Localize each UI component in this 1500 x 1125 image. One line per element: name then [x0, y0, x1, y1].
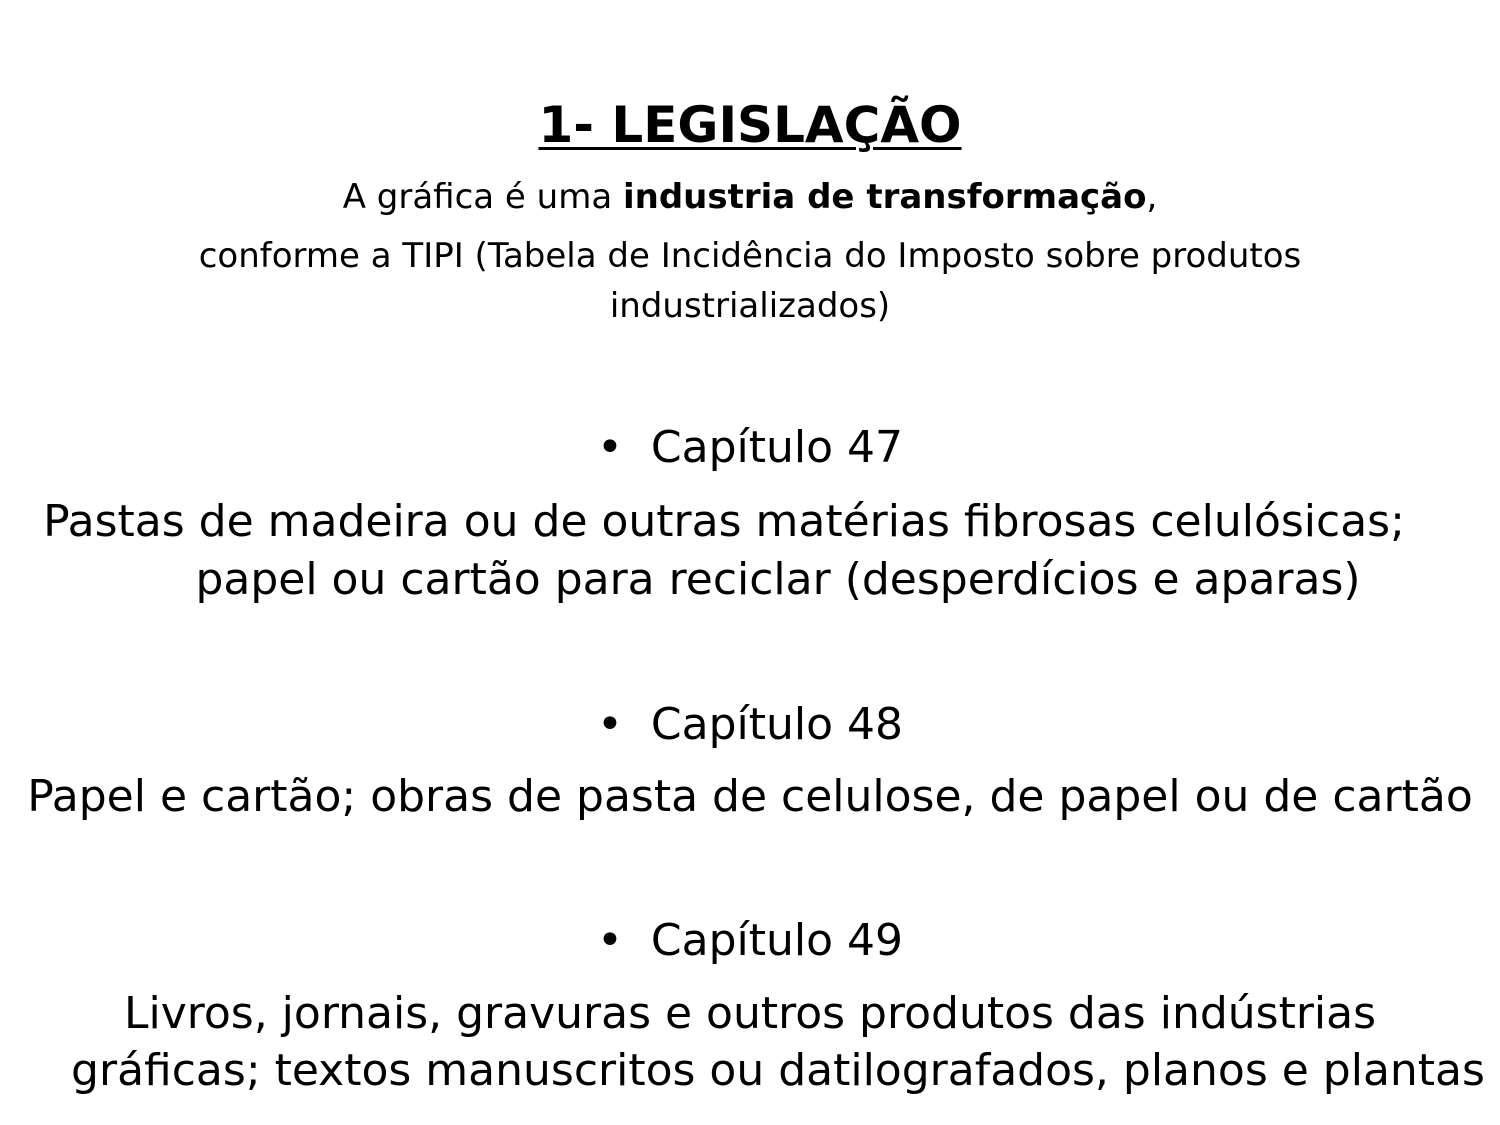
chapter-47-description-line-1: Pastas de madeira ou de outras matérias fibrosas celulósicas;: [43, 496, 1405, 547]
intro-text: A gráfica é uma: [342, 177, 623, 217]
chapter-label: Capítulo 47: [650, 422, 904, 473]
chapter-48-description-line-1: Papel e cartão; obras de pasta de celulose, de papel ou de cartão: [27, 771, 1473, 822]
intro-line-2: conforme a TIPI (Tabela de Incidência do Imposto sobre produtos: [198, 236, 1302, 276]
chapter-49-description-line-1: Livros, jornais, gravuras e outros produtos das indústrias: [123, 988, 1377, 1039]
intro-emphasis: industria de transformação: [622, 177, 1147, 217]
chapter-47-description-line-2: papel ou cartão para reciclar (desperdícios e aparas): [195, 554, 1361, 605]
intro-punctuation: ,: [1146, 177, 1158, 217]
chapter-label: Capítulo 48: [650, 699, 904, 750]
intro-line-3: industrializados): [609, 286, 891, 326]
page-title: 1- LEGISLAÇÃO: [538, 96, 962, 154]
chapter-label: Capítulo 49: [650, 915, 904, 966]
bullet-icon: •: [596, 915, 623, 966]
chapter-49-heading: [0, 915, 1500, 966]
intro-line-1: [0, 177, 1500, 217]
chapter-47-heading: [0, 422, 1500, 473]
bullet-icon: •: [596, 422, 623, 473]
bullet-icon: •: [596, 699, 623, 750]
chapter-48-heading: [0, 699, 1500, 750]
chapter-49-description-line-2: gráficas; textos manuscritos ou datilografados, planos e plantas: [71, 1045, 1485, 1096]
